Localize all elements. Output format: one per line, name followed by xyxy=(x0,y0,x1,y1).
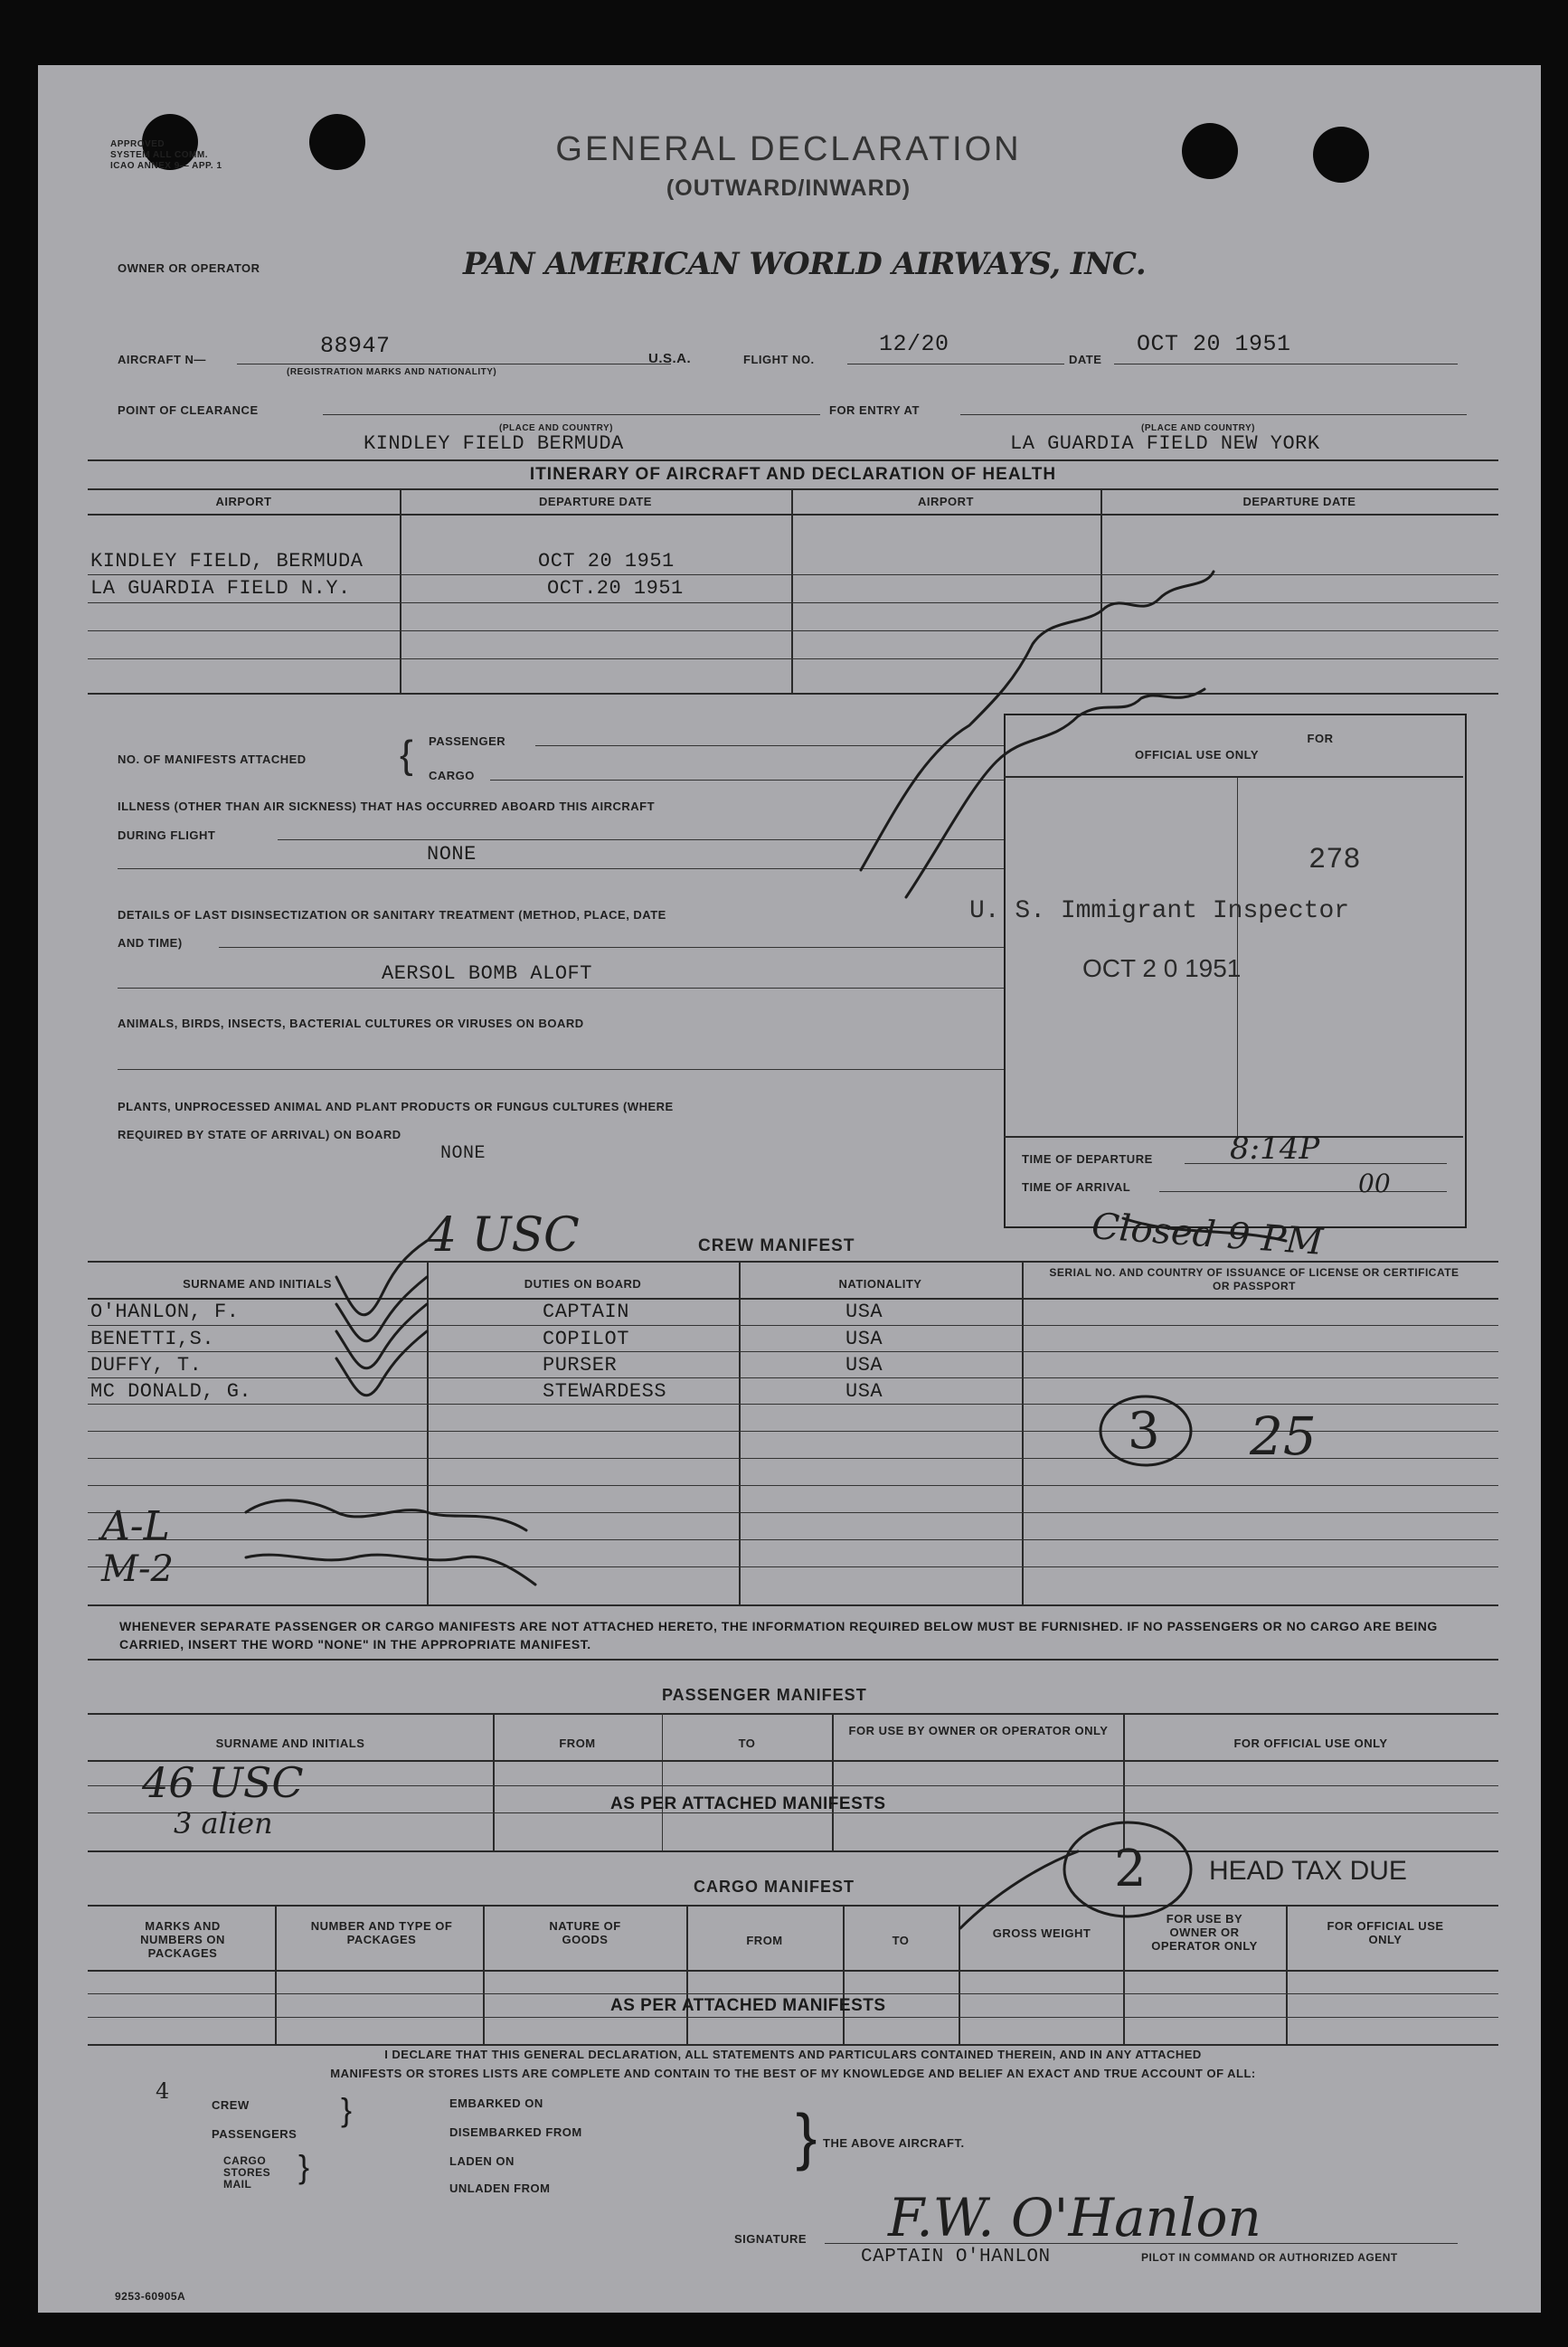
illness-value: NONE xyxy=(427,843,477,866)
official-label: OFFICIAL USE ONLY xyxy=(1135,748,1260,762)
declaration-mail: MAIL xyxy=(223,2178,252,2191)
flight-label: FLIGHT NO. xyxy=(743,353,815,366)
official-label: FOR xyxy=(1307,732,1334,745)
head-tax-text: HEAD TAX DUE xyxy=(1209,1856,1407,1886)
crew-name: MC DONALD, G. xyxy=(90,1380,252,1403)
plants-value: NONE xyxy=(440,1143,486,1164)
cargo-header: NUMBER AND TYPE OF PACKAGES xyxy=(310,1919,453,1946)
disinsect-label: DETAILS OF LAST DISINSECTIZATION OR SANITARY TREATMENT (METHOD, PLACE, DATE xyxy=(118,908,666,922)
cargo-header: NATURE OF GOODS xyxy=(549,1919,621,1946)
captain-name: CAPTAIN O'HANLON xyxy=(861,2247,1051,2267)
itinerary-header-date: DEPARTURE DATE xyxy=(1242,495,1356,508)
departure-time-label: TIME OF DEPARTURE xyxy=(1022,1152,1153,1166)
crew-hand-a: A-L xyxy=(101,1503,170,1549)
itinerary-airport: KINDLEY FIELD, BERMUDA xyxy=(90,550,364,573)
itinerary-date: OCT 20 1951 xyxy=(538,550,675,573)
page-subtitle: (OUTWARD/INWARD) xyxy=(666,175,912,201)
crew-nationality: USA xyxy=(845,1380,883,1403)
passenger-label: PASSENGER xyxy=(429,734,506,748)
crew-title: CREW MANIFEST xyxy=(698,1236,855,1255)
crew-hand-note: 4 USC xyxy=(427,1208,580,1263)
clearance-label: POINT OF CLEARANCE xyxy=(118,403,259,417)
arrival-time-value: 00 xyxy=(1358,1169,1391,1198)
clearance-value: KINDLEY FIELD BERMUDA xyxy=(364,432,624,455)
crew-name: BENETTI,S. xyxy=(90,1328,215,1350)
passenger-hand-note: 3 alien xyxy=(174,1806,273,1841)
date-label: DATE xyxy=(1069,353,1102,366)
declaration-laden: LADEN ON xyxy=(449,2154,515,2168)
crew-circled-number: 3 xyxy=(1128,1402,1160,1461)
declaration-stores: STORES xyxy=(223,2166,271,2179)
passenger-header: FROM xyxy=(559,1737,596,1750)
cargo-header: FOR USE BY OWNER OR OPERATOR ONLY xyxy=(1151,1912,1258,1953)
crew-header: DUTIES ON BOARD xyxy=(524,1277,642,1291)
crew-name: O'HANLON, F. xyxy=(90,1301,240,1323)
departure-time-value: 8:14P xyxy=(1230,1131,1320,1167)
clearance-sublabel: (PLACE AND COUNTRY) xyxy=(499,423,613,433)
declaration-unladen: UNLADEN FROM xyxy=(449,2181,551,2195)
manifest-notice: WHENEVER SEPARATE PASSENGER OR CARGO MANIFESTS ARE NOT ATTACHED HERETO, THE INFORMATION REQUIRED BELOW MUST BE FURNISHED. IF NO PASSENGERS OR NO CARGO ARE BEING CARRIED, INSERT THE WORD "NONE" IN THE APPROPRIATE MANIFEST. xyxy=(119,1619,1438,1651)
crew-nationality: USA xyxy=(845,1301,883,1323)
declaration-cargo: CARGO xyxy=(223,2154,267,2167)
crew-duty: PURSER xyxy=(543,1354,618,1377)
plants-label: PLANTS, UNPROCESSED ANIMAL AND PLANT PRODUCTS OR FUNGUS CULTURES (WHERE xyxy=(118,1100,674,1113)
declaration-form: APPROVED SYSTEM ALL COMM. ICAO ANNEX 9— APP. 1 GENERAL DECLARATION (OUTWARD/INWARD) OWNER OR OPERATOR PAN AMERICAN WORLD AIRWAYS, INC. AIRCRAFT N— 88947 (REGISTRATION MARKS AND NATIONALITY) U.S.A. FLIGHT NO. 12/20 DATE OCT 20 1951 POINT OF CLEARANCE (PLACE AND COUNTRY) KINDLEY FIELD BERMUDA FOR ENTRY AT (PLACE AND COUNTRY) LA GUARDIA FIELD NEW YORK ITINERARY OF AIRCRAFT AND DECLARATION OF HEALTH AIRPORT DEPARTURE DATE AIRPORT DEPARTURE DATE KINDLEY FIELD, BERMUDA OCT 20 1951 LA GUARDIA FIELD N.Y. OCT.20 1951 NO. OF MANIFESTS ATTACHED { PASSENGER CARGO ILLNESS (OTHER THAN AIR SICKNESS) THAT HAS OCCURRED ABOARD THIS AIRCRAFT DURING FLIGHT NONE DETAILS OF LAST DISINSECTIZATION OR SANITARY TREATMENT (METHOD, PLACE, DATE AND TIME) AERSOL BOMB ALOFT ANIMALS, BIRDS, INSECTS, BACTERIAL CULTURES OR VIRUSES ON BOARD PLANTS, UNPROCESSED ANIMAL AND PLANT PRODUCTS OR FUNGUS CULTURES (WHERE REQUIRED BY STATE OF ARRIVAL) ON BOARD NONE FOR OFFICIAL USE ONLY 278 U. S. Immigrant Inspector OCT 2 0 1951 TIME OF DEPARTURE 8:14P TIME OF ARRIVAL 00 Closed 9 PM 4 USC CREW MANIFEST SURNAME AND INITIALS DUTIES ON BOARD NATIONALITY SERIAL NO. AND COUNTRY OF ISSUANCE OF LICENSE OR CERTIFICATE OR PASSPORT O'HANLON, F. CAPTAIN USA BENETTI,S. COPILOT USA DUFFY, T. PURSER USA MC DONALD, G. STEWARDESS USA 3 25 A-L M-2 WHENEVER SEPARATE PASSENGER OR CARGO MANIFESTS ARE NOT ATTACHED HERETO, THE INFORMATION REQUIRED BELOW MUST BE FURNISHED. IF NO PASSENGERS OR NO CARGO ARE BEING CARRIED, INSERT THE WORD "NONE" IN THE APPROPRIATE MANIFEST. PASSENGER MANIFEST SURNAME AND INITIALS FROM TO FOR USE BY OWNER OR OPERATOR ONLY FOR OFFICIAL USE ONLY AS PER ATTACHED MANIFESTS 46 USC 3 alien 2 HEAD TAX DUE CARGO MANIFEST MARKS AND NUMBERS ON PACKAGES NUMBER AND TYPE OF PACKAGES NATURE OF GOODS FROM TO GROSS WEIGHT FOR USE BY OWNER OR OPERATOR ONLY FOR OFFICIAL USE ONLY AS PER ATTACHED MANIFESTS I DECLARE THAT THIS GENERAL DECLARATION, ALL STATEMENTS AND PARTICULARS CONTAINED THEREIN, AND IN ANY ATTACHED MANIFESTS OR STORES LISTS ARE COMPLETE AND CONTAIN TO THE BEST OF MY KNOWLEDGE AND BELIEF AN EXACT AND TRUE ACCOUNT OF ALL: 4 CREW PASSENGERS } CARGO STORES MAIL } EMBARKED ON DISEMBARKED FROM LADEN ON UNLADEN FROM } THE ABOVE AIRCRAFT. SIGNATURE F.W. O'Hanlon CAPTAIN O'HANLON PILOT IN COMMAND OR AUTHORIZED AGENT 9253-60905A xyxy=(38,65,1541,2313)
head-tax-circled: 2 xyxy=(1114,1840,1147,1898)
itinerary-header-airport: AIRPORT xyxy=(215,495,272,508)
itinerary-header-airport: AIRPORT xyxy=(918,495,974,508)
cargo-label: CARGO xyxy=(429,769,475,782)
approval-line: ICAO ANNEX 9— APP. 1 xyxy=(110,161,222,171)
crew-count: 4 xyxy=(156,2078,170,2104)
declaration-embarked: EMBARKED ON xyxy=(449,2096,543,2110)
passenger-header: SURNAME AND INITIALS xyxy=(215,1737,365,1750)
crew-duty: CAPTAIN xyxy=(543,1301,629,1323)
passenger-header: FOR USE BY OWNER OR OPERATOR ONLY xyxy=(848,1724,1109,1737)
pilot-label: PILOT IN COMMAND OR AUTHORIZED AGENT xyxy=(1141,2251,1398,2264)
entry-label: FOR ENTRY AT xyxy=(829,403,920,417)
aircraft-value: 88947 xyxy=(320,333,391,359)
signature-label: SIGNATURE xyxy=(734,2232,808,2246)
passenger-title: PASSENGER MANIFEST xyxy=(662,1686,867,1704)
entry-value: LA GUARDIA FIELD NEW YORK xyxy=(1010,432,1320,455)
disinsect-value: AERSOL BOMB ALOFT xyxy=(382,962,592,985)
illness-label: DURING FLIGHT xyxy=(118,828,216,842)
cargo-header: FOR OFFICIAL USE ONLY xyxy=(1327,1919,1444,1946)
stamp-number: 278 xyxy=(1308,843,1361,876)
entry-sublabel: (PLACE AND COUNTRY) xyxy=(1141,423,1255,433)
handwritten-marks xyxy=(38,65,1541,2313)
crew-hand-m: M-2 xyxy=(101,1548,174,1590)
signature: F.W. O'Hanlon xyxy=(888,2187,1261,2248)
approval-line: APPROVED xyxy=(110,139,165,149)
passenger-attached: AS PER ATTACHED MANIFESTS xyxy=(610,1794,886,1813)
crew-header: SERIAL NO. AND COUNTRY OF ISSUANCE OF LICENSE OR CERTIFICATE OR PASSPORT xyxy=(1049,1266,1459,1292)
closed-note: Closed 9 PM xyxy=(1090,1206,1325,1263)
itinerary-heading: ITINERARY OF AIRCRAFT AND DECLARATION OF HEALTH xyxy=(529,465,1057,484)
form-number: 9253-60905A xyxy=(115,2290,186,2303)
passenger-hand-note: 46 USC xyxy=(142,1758,304,1807)
declaration-above: THE ABOVE AIRCRAFT. xyxy=(823,2136,965,2150)
crew-duty: COPILOT xyxy=(543,1328,629,1350)
passenger-header: TO xyxy=(738,1737,756,1750)
crew-nationality: USA xyxy=(845,1354,883,1377)
itinerary-airport: LA GUARDIA FIELD N.Y. xyxy=(90,577,351,600)
disinsect-label: AND TIME) xyxy=(118,936,183,950)
declaration-text: MANIFESTS OR STORES LISTS ARE COMPLETE AND CONTAIN TO THE BEST OF MY KNOWLEDGE AND BELIEF AN EXACT AND TRUE ACCOUNT OF ALL: xyxy=(330,2067,1256,2080)
aircraft-label: AIRCRAFT N— xyxy=(118,353,206,366)
declaration-crew: CREW xyxy=(212,2098,250,2112)
crew-header: NATIONALITY xyxy=(838,1277,922,1291)
approval-line: SYSTEM ALL COMM. xyxy=(110,150,208,160)
crew-name: DUFFY, T. xyxy=(90,1354,203,1377)
illness-label: ILLNESS (OTHER THAN AIR SICKNESS) THAT HAS OCCURRED ABOARD THIS AIRCRAFT xyxy=(118,800,656,813)
cargo-header: FROM xyxy=(746,1934,783,1947)
owner-label: OWNER OR OPERATOR xyxy=(118,261,260,275)
declaration-disembarked: DISEMBARKED FROM xyxy=(449,2125,582,2139)
arrival-time-label: TIME OF ARRIVAL xyxy=(1022,1180,1131,1194)
manifests-label: NO. OF MANIFESTS ATTACHED xyxy=(118,752,307,766)
itinerary-header-date: DEPARTURE DATE xyxy=(539,495,652,508)
declaration-passengers: PASSENGERS xyxy=(212,2127,298,2141)
plants-label: REQUIRED BY STATE OF ARRIVAL) ON BOARD xyxy=(118,1128,401,1141)
aircraft-sublabel: (REGISTRATION MARKS AND NATIONALITY) xyxy=(287,367,497,377)
itinerary-date: OCT.20 1951 xyxy=(547,577,684,600)
stamp-date: OCT 2 0 1951 xyxy=(1082,954,1242,982)
page-title: GENERAL DECLARATION xyxy=(555,130,1022,168)
stamp-title: U. S. Immigrant Inspector xyxy=(969,897,1350,925)
crew-circled-note: 25 xyxy=(1250,1405,1317,1467)
crew-duty: STEWARDESS xyxy=(543,1380,667,1403)
date-value: OCT 20 1951 xyxy=(1137,331,1291,357)
passenger-header: FOR OFFICIAL USE ONLY xyxy=(1233,1737,1388,1750)
flight-value: 12/20 xyxy=(879,331,949,357)
crew-header: SURNAME AND INITIALS xyxy=(183,1277,332,1291)
cargo-header: GROSS WEIGHT xyxy=(992,1926,1091,1940)
declaration-text: I DECLARE THAT THIS GENERAL DECLARATION, ALL STATEMENTS AND PARTICULARS CONTAINED THEREIN, AND IN ANY ATTACHED xyxy=(384,2048,1202,2061)
crew-nationality: USA xyxy=(845,1328,883,1350)
cargo-title: CARGO MANIFEST xyxy=(694,1878,855,1896)
usa-label: U.S.A. xyxy=(648,351,692,366)
animals-label: ANIMALS, BIRDS, INSECTS, BACTERIAL CULTURES OR VIRUSES ON BOARD xyxy=(118,1017,584,1030)
cargo-attached: AS PER ATTACHED MANIFESTS xyxy=(610,1996,886,2015)
cargo-header: MARKS AND NUMBERS ON PACKAGES xyxy=(140,1919,225,1960)
owner-value: PAN AMERICAN WORLD AIRWAYS, INC. xyxy=(463,246,1147,282)
cargo-header: TO xyxy=(892,1934,910,1947)
